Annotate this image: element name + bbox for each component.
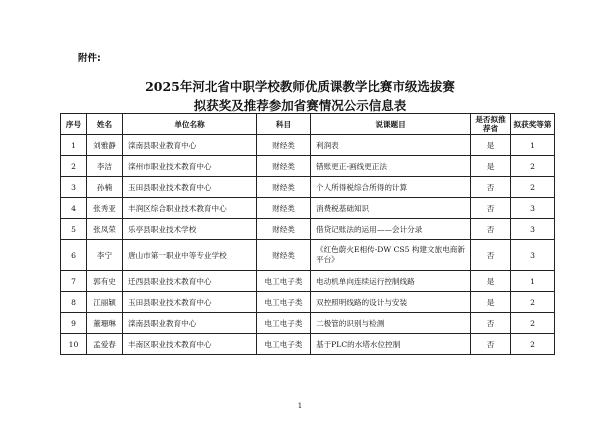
- table-row: [61, 219, 555, 240]
- cell-seq: 8: [61, 292, 87, 313]
- cell-unit: 滦州市职业技术教育中心: [123, 156, 257, 177]
- cell-unit: 丰南区职业技术教育中心: [123, 334, 257, 355]
- cell-seq: 9: [61, 313, 87, 334]
- table-row: [61, 334, 555, 355]
- cell-recommend: 否: [471, 240, 511, 271]
- attachment-label: 附件:: [78, 53, 101, 64]
- cell-award: 3: [511, 240, 555, 271]
- cell-topic: 消费税基础知识: [311, 198, 471, 219]
- cell-recommend: 否: [471, 313, 511, 334]
- cell-unit: 玉田县职业技术教育中心: [123, 177, 257, 198]
- cell-topic: 二极管的识别与检测: [311, 313, 471, 334]
- cell-subject: 电工电子类: [257, 271, 311, 292]
- cell-topic: 双控照明线路的设计与安装: [311, 292, 471, 313]
- cell-unit: 迁西县职业技术教育中心: [123, 271, 257, 292]
- cell-name: 张秀亚: [87, 198, 123, 219]
- cell-seq: 10: [61, 334, 87, 355]
- cell-topic: 个人所得税综合所得的计算: [311, 177, 471, 198]
- cell-unit: 滦南县职业教育中心: [123, 313, 257, 334]
- document-title-line2: 拟获奖及推荐参加省赛情况公示信息表: [193, 98, 407, 113]
- table-row: [61, 240, 555, 271]
- header-award: 拟获奖等第: [511, 114, 555, 135]
- cell-recommend: 是: [471, 271, 511, 292]
- cell-subject: 电工电子类: [257, 313, 311, 334]
- cell-subject: 财经类: [257, 177, 311, 198]
- table-row: [61, 177, 555, 198]
- cell-topic: 基于PLC的水塔水位控制: [311, 334, 471, 355]
- cell-seq: 2: [61, 156, 87, 177]
- results-table: [60, 113, 555, 355]
- header-topic: 说课题目: [311, 114, 471, 135]
- cell-recommend: 否: [471, 177, 511, 198]
- header-name: 姓名: [87, 114, 123, 135]
- cell-name: 江丽颖: [87, 292, 123, 313]
- table-row: [61, 198, 555, 219]
- cell-name: 李宁: [87, 240, 123, 271]
- cell-topic: 借贷记账法的运用——会计分录: [311, 219, 471, 240]
- cell-topic: 利润表: [311, 135, 471, 156]
- cell-unit: 丰润区综合职业技术教育中心: [123, 198, 257, 219]
- cell-subject: 财经类: [257, 135, 311, 156]
- cell-name: 孟爱春: [87, 334, 123, 355]
- page-number: 1: [297, 402, 303, 410]
- cell-seq: 4: [61, 198, 87, 219]
- table-row: [61, 271, 555, 292]
- cell-name: 董珊琳: [87, 313, 123, 334]
- cell-recommend: 否: [471, 198, 511, 219]
- cell-award: 3: [511, 219, 555, 240]
- cell-award: 2: [511, 156, 555, 177]
- cell-award: 1: [511, 271, 555, 292]
- document-title-line1: 2025年河北省中职学校教师优质课教学比赛市级选拔赛: [145, 79, 455, 94]
- cell-award: 1: [511, 135, 555, 156]
- table-header-row: [61, 114, 555, 135]
- cell-award: 2: [511, 334, 555, 355]
- table-row: [61, 292, 555, 313]
- cell-seq: 6: [61, 240, 87, 271]
- cell-name: 刘雅静: [87, 135, 123, 156]
- cell-topic: 电动机单向连续运行控制线路: [311, 271, 471, 292]
- cell-seq: 3: [61, 177, 87, 198]
- cell-recommend: 否: [471, 334, 511, 355]
- cell-recommend: 是: [471, 135, 511, 156]
- cell-topic: 《红色蔚火E相传-DW CS5 构建文旅电商新平台》: [311, 240, 471, 271]
- cell-unit: 乐亭县职业技术学校: [123, 219, 257, 240]
- cell-unit: 滦南县职业教育中心: [123, 135, 257, 156]
- cell-unit: 玉田县职业技术教育中心: [123, 292, 257, 313]
- cell-name: 孙楠: [87, 177, 123, 198]
- cell-award: 2: [511, 177, 555, 198]
- cell-recommend: 否: [471, 219, 511, 240]
- cell-seq: 5: [61, 219, 87, 240]
- cell-subject: 财经类: [257, 219, 311, 240]
- cell-recommend: 是: [471, 292, 511, 313]
- cell-name: 李洁: [87, 156, 123, 177]
- cell-topic: 错账更正-画线更正法: [311, 156, 471, 177]
- cell-subject: 电工电子类: [257, 334, 311, 355]
- header-recommend: 是否拟推荐省: [471, 114, 511, 135]
- cell-subject: 财经类: [257, 156, 311, 177]
- table-row: [61, 135, 555, 156]
- cell-award: 2: [511, 313, 555, 334]
- cell-subject: 电工电子类: [257, 292, 311, 313]
- header-seq: 序号: [61, 114, 87, 135]
- cell-recommend: 是: [471, 156, 511, 177]
- cell-unit: 唐山市第一职业中等专业学校: [123, 240, 257, 271]
- cell-name: 郭有史: [87, 271, 123, 292]
- header-unit: 单位名称: [123, 114, 257, 135]
- table-row: [61, 156, 555, 177]
- cell-subject: 财经类: [257, 198, 311, 219]
- cell-award: 3: [511, 198, 555, 219]
- cell-seq: 7: [61, 271, 87, 292]
- cell-subject: 财经类: [257, 240, 311, 271]
- table-row: [61, 313, 555, 334]
- cell-award: 2: [511, 292, 555, 313]
- cell-seq: 1: [61, 135, 87, 156]
- header-subject: 科目: [257, 114, 311, 135]
- cell-name: 张凤荣: [87, 219, 123, 240]
